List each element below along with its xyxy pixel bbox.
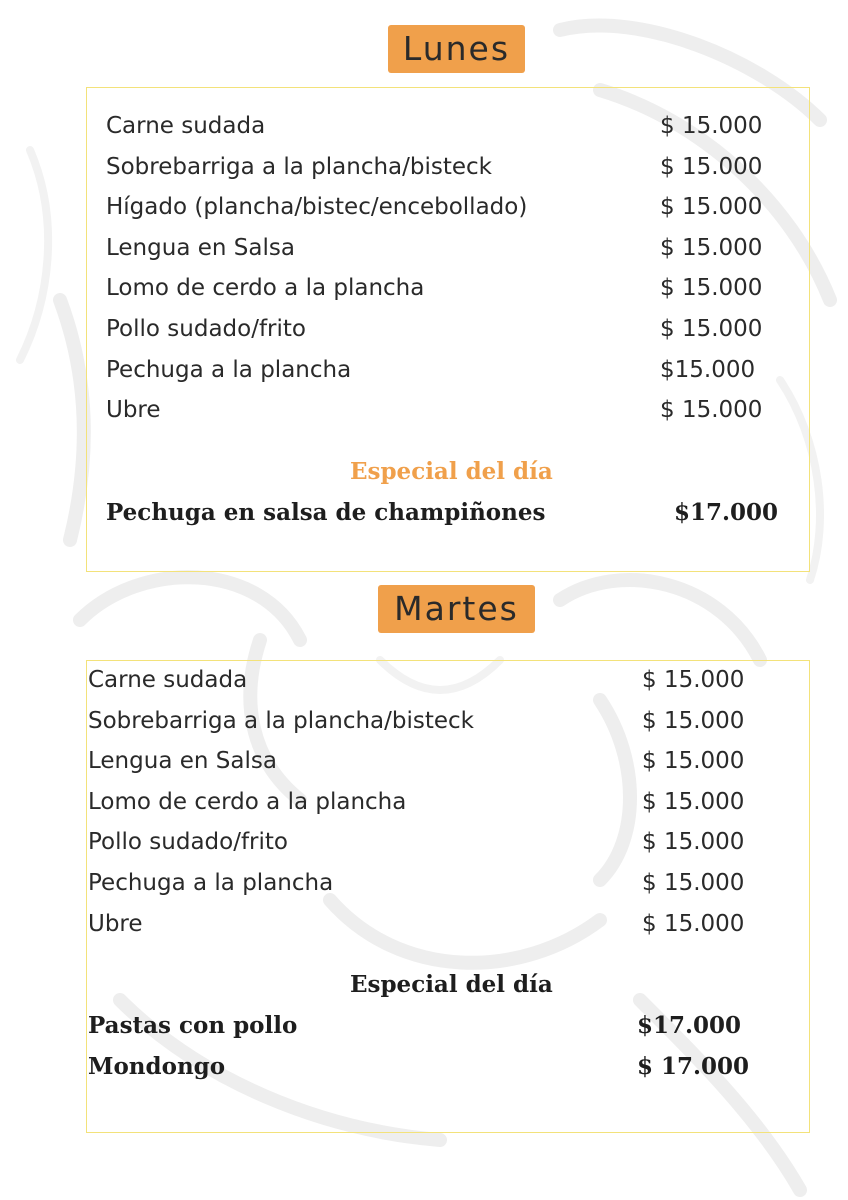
menu-item-price: $ 15.000 (642, 748, 745, 775)
menu-item-name: Lengua en Salsa (88, 748, 277, 775)
menu-item-price: $ 15.000 (660, 397, 763, 424)
menu-item-name: Ubre (106, 397, 161, 424)
menu-item-price: $ 15.000 (660, 153, 763, 180)
menu-item-name: Ubre (88, 910, 143, 937)
menu-item-name: Sobrebarriga a la plancha/bisteck (106, 153, 493, 180)
menu-item-name: Pechuga a la plancha (106, 356, 352, 383)
special-item-price: $17.000 (674, 499, 779, 526)
menu-item-name: Lengua en Salsa (106, 234, 295, 261)
special-item-name: Pastas con pollo (88, 1012, 298, 1039)
special-item-name: Mondongo (88, 1052, 226, 1080)
menu-item-name: Lomo de cerdo a la plancha (106, 275, 425, 302)
menu-item-price: $ 15.000 (642, 788, 745, 815)
menu-item-name: Lomo de cerdo a la plancha (88, 788, 407, 815)
menu-item-price: $ 15.000 (660, 113, 763, 139)
menu-item-name: Pollo sudado/frito (88, 829, 288, 856)
menu-item-price: $ 15.000 (660, 275, 763, 302)
lunes-special-heading: Especial del día (350, 458, 553, 485)
menu-item-price: $15.000 (660, 356, 756, 383)
menu-item-price: $ 15.000 (660, 194, 763, 221)
special-item-price: $ 17.000 (637, 1052, 750, 1080)
menu-item-name: Hígado (plancha/bistec/encebollado) (106, 194, 528, 221)
menu-item-price: $ 15.000 (642, 910, 745, 937)
menu-item-price: $ 15.000 (660, 316, 763, 342)
menu-item-price: $ 15.000 (642, 707, 745, 734)
menu-item-price: $ 15.000 (642, 829, 745, 856)
lunes-title: Lunes (388, 25, 525, 73)
menu-item-name: Sobrebarriga a la plancha/bisteck (88, 707, 475, 734)
menu-item-price: $ 15.000 (660, 234, 763, 261)
menu-item-price: $ 15.000 (642, 870, 745, 896)
menu-item-name: Carne sudada (88, 667, 248, 693)
special-item-price: $17.000 (637, 1012, 742, 1039)
menu-item-name: Carne sudada (106, 113, 266, 139)
menu-item-price: $ 15.000 (642, 667, 745, 693)
special-item-name: Pechuga en salsa de champiñones (106, 499, 546, 526)
martes-title: Martes (378, 585, 535, 633)
martes-special-heading: Especial del día (350, 971, 553, 998)
menu-item-name: Pollo sudado/frito (106, 316, 306, 342)
menu-item-name: Pechuga a la plancha (88, 870, 334, 896)
